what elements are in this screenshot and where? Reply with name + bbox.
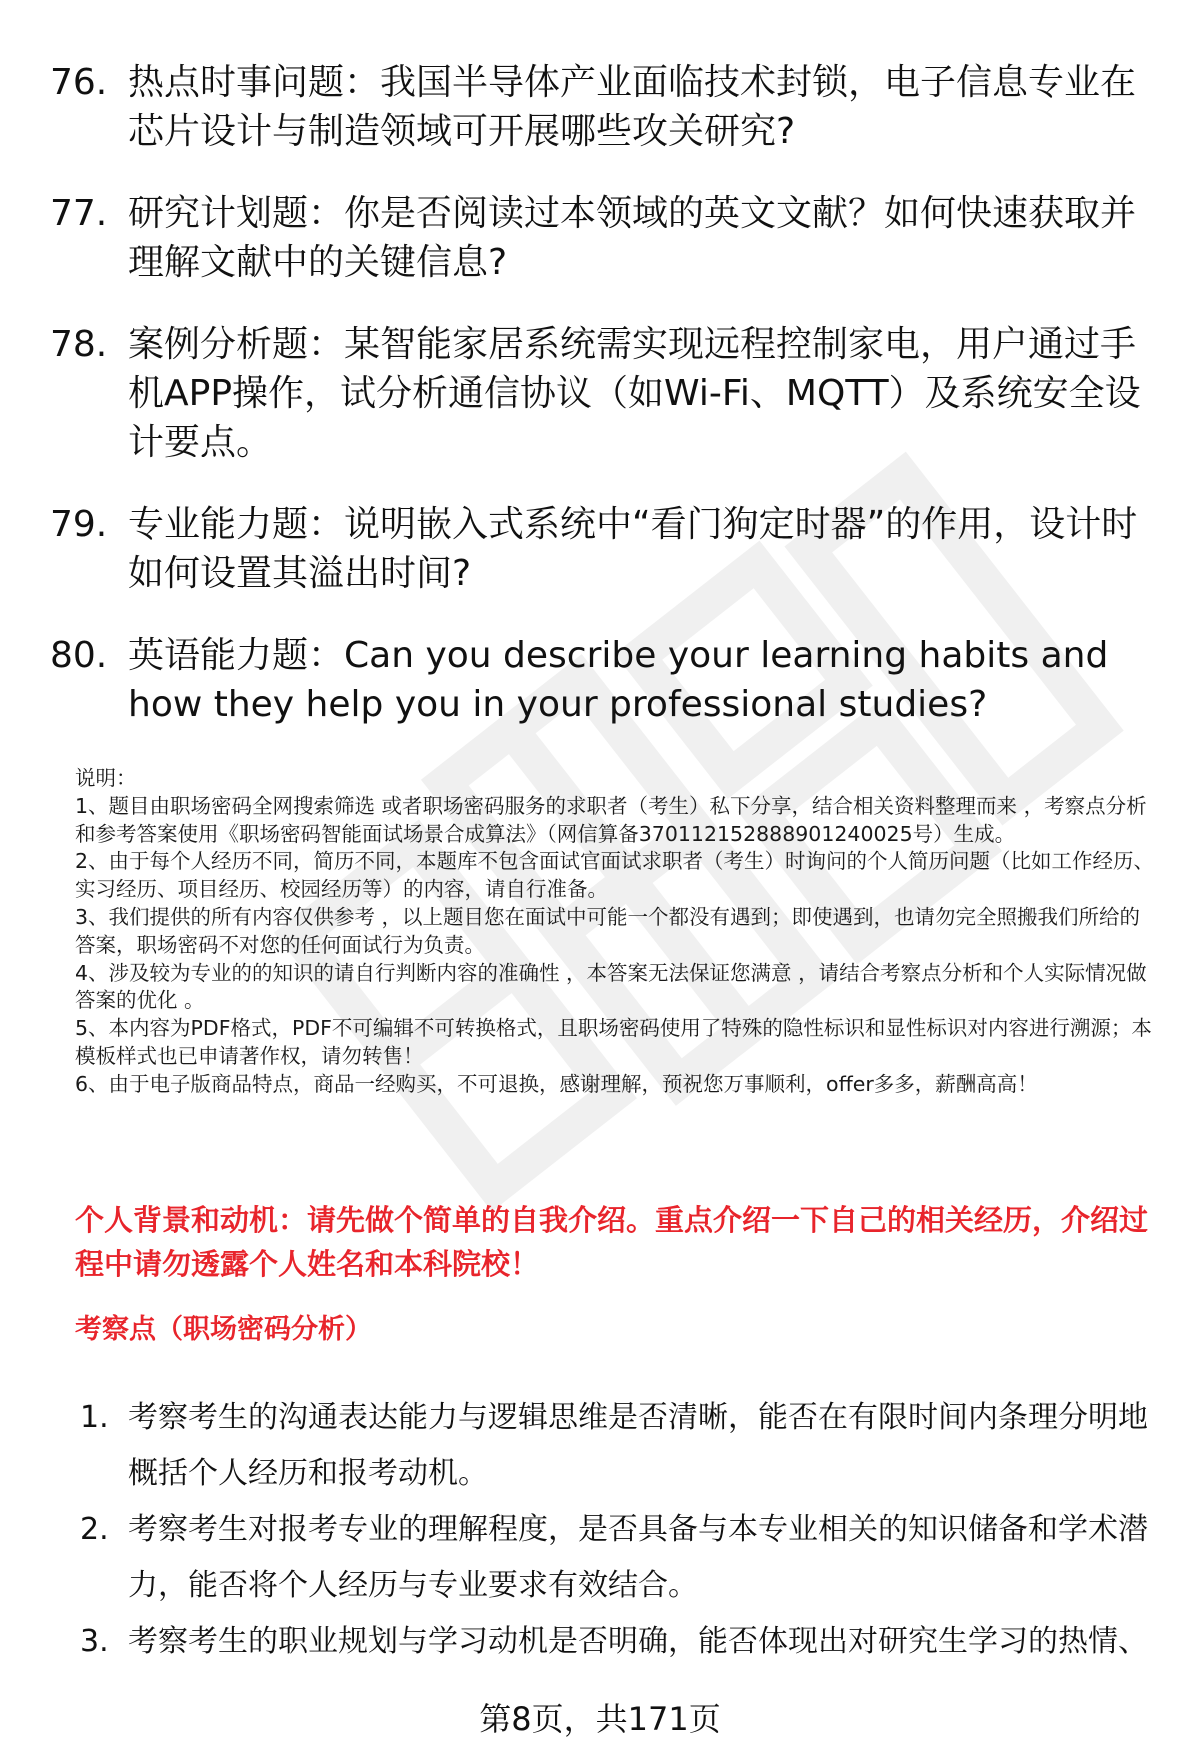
section-subheading: 考察点（职场密码分析） [75,1314,372,1345]
point-text: 考察考生的沟通表达能力与逻辑思维是否清晰，能否在有限时间内条理分明地概括个人经历和报考动机。 [128,1400,1148,1491]
point-number: 1. [80,1400,109,1435]
question-number: 77. [50,193,108,234]
notes-block [75,765,1160,1099]
question-number: 76. [50,62,108,103]
point-number: 3. [80,1624,109,1659]
point-text: 考察考生的职业规划与学习动机是否明确，能否体现出对研究生学习的热情、 [128,1624,1148,1659]
question-item [50,58,1160,156]
question-item [50,631,1160,729]
question-item [50,320,1160,467]
question-text: 案例分析题：某智能家居系统需实现远程控制家电，用户通过手机APP操作，试分析通信协议（如Wi-Fi、MQTT）及系统安全设计要点。 [128,324,1141,463]
question-text: 热点时事问题：我国半导体产业面临技术封锁，电子信息专业在芯片设计与制造领域可开展哪些攻关研究? [128,62,1137,152]
section-heading: 个人背景和动机：请先做个简单的自我介绍。重点介绍一下自己的相关经历，介绍过程中请勿透露个人姓名和本科院校！ [75,1203,1149,1281]
note-item: 1、题目由职场密码全网搜索筛选 或者职场密码服务的求职者（考生）私下分享，结合相关资料整理而来 ，考察点分析和参考答案使用《职场密码智能面试场景合成算法》（网信算备370112152888901240025号）生成。 [75,793,1147,846]
question-text: 研究计划题：你是否阅读过本领域的英文文献？如何快速获取并理解文献中的关键信息? [128,193,1137,283]
question-text: 英语能力题：Can you describe your learning habits and how they help you in your professional studies? [128,635,1109,725]
question-number: 79. [50,504,108,545]
question-item [50,500,1160,598]
note-item: 5、本内容为PDF格式，PDF不可编辑不可转换格式，且职场密码使用了特殊的隐性标识和显性标识对内容进行溯源；本模板样式也已申请著作权，请勿转售！ [75,1016,1152,1068]
question-number: 78. [50,324,108,365]
page-footer: 第8页，共171页 [479,1700,721,1738]
notes-title: 说明： [75,766,137,790]
question-list [50,58,1160,762]
note-item: 4、涉及较为专业的的知识的请自行判断内容的准确性 ，本答案无法保证您满意 ，请结合考察点分析和个人实际情况做答案的优化 。 [75,960,1147,1013]
assessment-points-list [80,1390,1160,1670]
list-item [80,1390,1160,1502]
list-item [80,1502,1160,1614]
list-item [80,1614,1160,1670]
note-item: 3、我们提供的所有内容仅供参考 ，以上题目您在面试中可能一个都没有遇到；即使遇到，也请勿完全照搬我们所给的答案，职场密码不对您的任何面试行为负责。 [75,904,1141,957]
question-text: 专业能力题：说明嵌入式系统中“看门狗定时器”的作用，设计时如何设置其溢出时间? [128,504,1138,594]
note-item: 6、由于电子版商品特点，商品一经购买，不可退换，感谢理解，预祝您万事顺利，offer多多，薪酬高高！ [75,1071,1038,1096]
point-text: 考察考生对报考专业的理解程度，是否具备与本专业相关的知识储备和学术潜力，能否将个人经历与专业要求有效结合。 [128,1512,1148,1603]
question-number: 80. [50,635,108,676]
note-item: 2、由于每个人经历不同，简历不同，本题库不包含面试官面试求职者（考生）时询问的个人简历问题（比如工作经历、实习经历、项目经历、校园经历等）的内容，请自行准备。 [75,849,1155,902]
question-item [50,189,1160,287]
point-number: 2. [80,1512,109,1547]
